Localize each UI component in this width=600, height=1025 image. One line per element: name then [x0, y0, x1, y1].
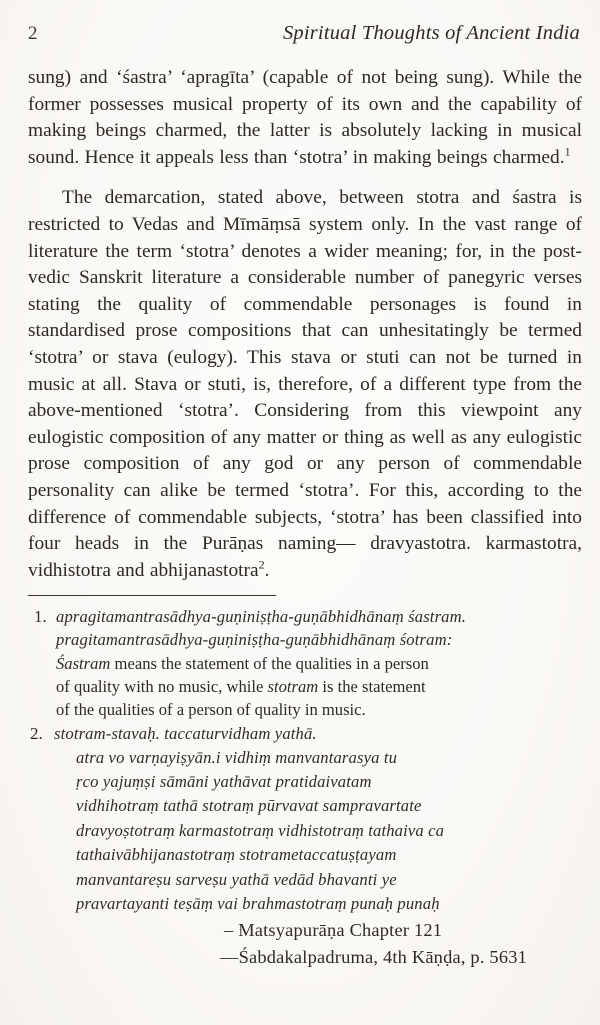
body-paragraph-1-text: sung) and ‘śastra’ ‘apragīta’ (capable of not being sung). While the former possesses musical property of its own and the capability of making beings charmed, the latter is absolutely lacking in musical sound. Hence it appeals less than ‘stotra’ in making beings charmed.: [28, 67, 582, 168]
verse-line: ṛco yajuṃṣi sāmāni yathāvat pratidaivatam: [76, 771, 372, 791]
footnote-body-2: [54, 722, 582, 970]
page-number: 2: [28, 23, 38, 44]
footnote-number-2: 2.: [30, 724, 43, 744]
footnote-term-sastram: Śastram: [56, 653, 111, 673]
running-header: [28, 0, 582, 45]
footnote-line: stotram-stavaḥ. taccaturvidham yathā.: [54, 724, 317, 744]
footnote-body-1: [56, 605, 582, 721]
body-paragraph-2-text: The demarcation, stated above, between stotra and śastra is restricted to Vedas and Mīmāṃsā system only. In the vast range of literature the term ‘stotra’ denotes a wider meaning; for, in the post-vedic Sanskrit literature a considerable number of panegyric verses stating the quality of commendable personages is found in standardised prose compositions that can unhesitatingly be termed ‘stotra’ or stava (eulogy). This stava or stuti can not be turned in music at all. Stava or stuti, is, therefore, of a different type from the above-mentioned ‘stotra’. Considering from this viewpoint any eulogistic composition of any matter or thing as well as any eulogistic prose composition of any god or any person of commendable personality can alike be termed ‘stotra’. For this, according to the difference of commendable subjects, ‘stotra’ has been classified into four heads in the Purāṇas naming— dravyastotra. karmastotra, vidhistotra and abhijanastotra: [28, 187, 582, 581]
verse-line: dravyoṣtotraṃ karmastotraṃ vidhistotraṃ tathaiva ca: [76, 820, 445, 840]
footnotes-section: [28, 605, 582, 970]
verse-line: atra vo varṇayiṣyān.i vidhiṃ manvantarasya tu: [76, 747, 398, 767]
footnote-number-1: 1.: [34, 607, 47, 627]
verse-line: tathaivābhijanastotraṃ stotrametaccatuṣṭayam: [76, 845, 397, 865]
footnote-gloss-text: of quality with no music, while: [56, 676, 268, 696]
footnote-item-2: [28, 722, 582, 970]
footnote-line: [56, 675, 582, 698]
footnote-term-stotram: stotram: [267, 676, 319, 696]
verse-block: [76, 746, 582, 917]
footnote-marker-1: 1: [564, 144, 571, 159]
source-attribution-sabdakalpadruma: —Śabdakalpadruma, 4th Kāṇḍa, p. 5631: [220, 947, 527, 968]
footnote-line: apragitamantrasādhya-guṇiniṣṭha-guṇābhidhānaṃ śastram.: [56, 607, 467, 627]
footnote-marker-2: 2: [258, 557, 265, 572]
source-attribution-matsyapurana: – Matsyapurāṇa Chapter 121: [224, 920, 443, 941]
footnote-line: [56, 698, 582, 721]
footnote-gloss-text: is the statement: [318, 676, 426, 696]
running-title: Spiritual Thoughts of Ancient India: [282, 22, 580, 44]
body-paragraph-2: The demarcation, stated above, between stotra and śastra is restricted to Vedas and Mīmāṃsā system only. In the vast range of literature the term ‘stotra’ denotes a wider meaning; for, in the post-vedic Sanskrit literature a considerable number of panegyric verses stating the quality of commendable personages is found in standardised prose compositions that can unhesitatingly be termed ‘stotra’ or stava (eulogy). This stava or stuti can not be turned in music at all. Stava or stuti, is, therefore, of a different type from the above-mentioned ‘stotra’. Considering from this viewpoint any eulogistic composition of any matter or thing as well as any eulogistic prose composition of any god or any person of commendable personality can alike be termed ‘stotra’. For this, according to the difference of commendable subjects, ‘stotra’ has been classified into four heads in the Purāṇas naming— dravyastotra. karmastotra, vidhistotra and abhijanastotra$^2$.: [28, 187, 582, 581]
body-paragraph-1: [28, 65, 582, 171]
footnote-item-1: [28, 605, 582, 721]
verse-line: vidhihotraṃ tathā stotraṃ pūrvavat sampravartate: [76, 796, 422, 816]
page-content: [28, 0, 582, 971]
verse-line: manvantareṣu sarveṣu yathā vedād bhavanti ye: [76, 869, 397, 889]
footnote-gloss-text: means the statement of the qualities in a person: [110, 653, 429, 673]
footnote-line: [56, 652, 582, 675]
footnote-separator-rule: [28, 595, 276, 596]
footnote-gloss-text: of the qualities of a person of quality in music.: [56, 700, 366, 720]
footnote-line: pragitamantrasādhya-guṇiniṣṭha-guṇābhidhānaṃ śotram:: [56, 630, 453, 650]
verse-line: pravartayanti teṣāṃ vai brahmastotraṃ punaḥ punaḥ: [76, 893, 440, 913]
